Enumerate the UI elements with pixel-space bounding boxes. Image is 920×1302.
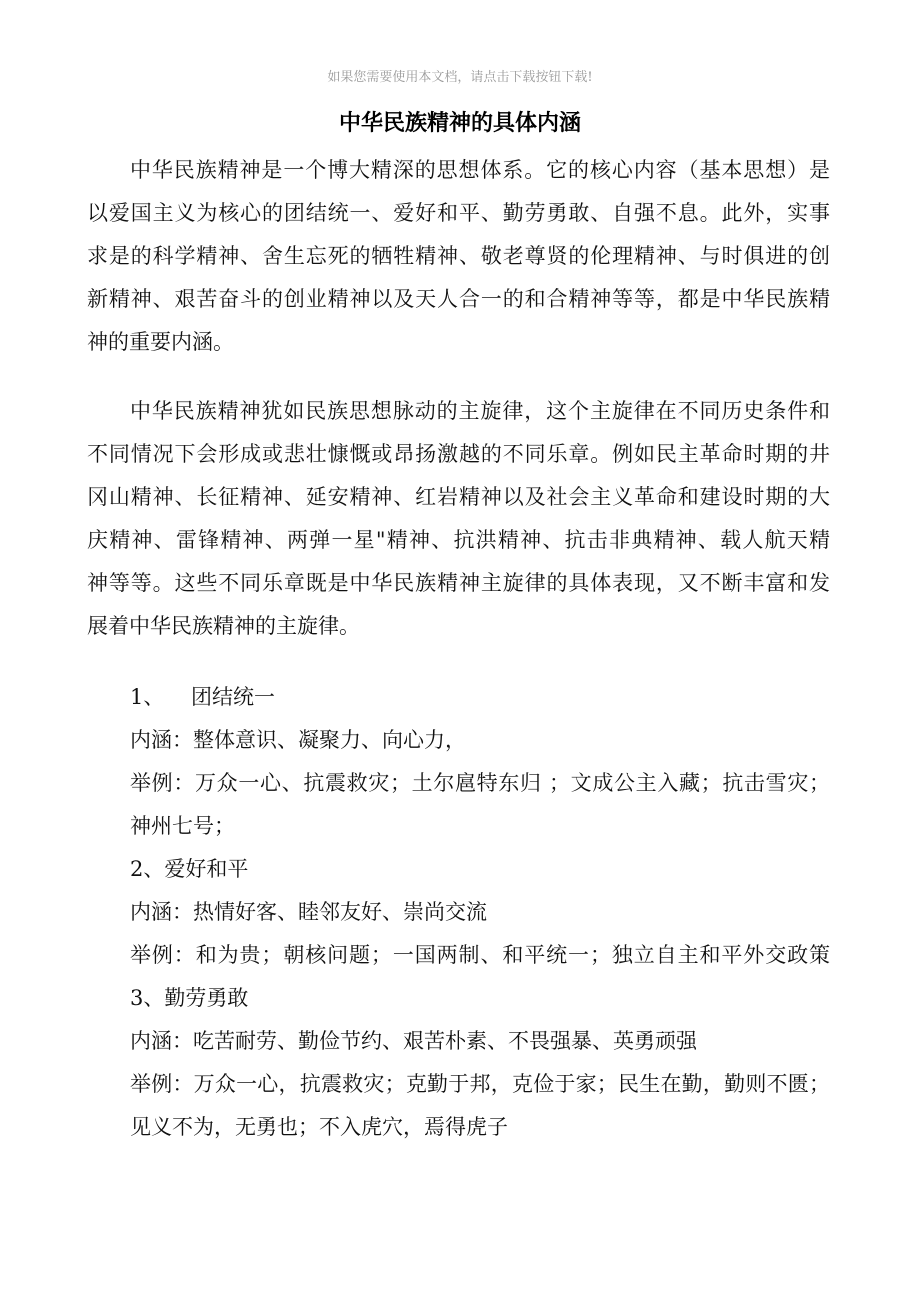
section-meaning: 内涵：热情好客、睦邻友好、崇尚交流 [130,900,487,924]
section-examples-cont: 见义不为，无勇也；不入虎穴，焉得虎子 [130,1115,508,1139]
section-heading-1: 1、 团结统一 [130,685,276,709]
paragraph-line: 庆精神、雷锋精神、两弹一星"精神、抗洪精神、抗击非典精神、载人航天精 [87,528,830,552]
section-examples: 举例：和为贵；朝核问题；一国两制、和平统一；独立自主和平外交政策 [130,943,830,967]
section-meaning: 内涵：吃苦耐劳、勤俭节约、艰苦朴素、不畏强暴、英勇顽强 [130,1029,697,1053]
section-heading-2: 2、爱好和平 [130,857,249,881]
paragraph-line: 中华民族精神犹如民族思想脉动的主旋律，这个主旋律在不同历史条件和 [130,399,830,423]
paragraph-line: 中华民族精神是一个博大精深的思想体系。它的核心内容（基本思想）是 [130,158,830,182]
section-examples: 举例：万众一心，抗震救灾；克勤于邦，克俭于家；民生在勤，勤则不匮； [130,1072,830,1096]
paragraph-line: 求是的科学精神、舍生忘死的牺牲精神、敬老尊贤的伦理精神、与时俱进的创 [87,244,830,268]
section-examples-cont: 神州七号； [130,814,235,838]
paragraph-line: 神等等。这些不同乐章既是中华民族精神主旋律的具体表现，又不断丰富和发 [87,571,830,595]
paragraph-line: 以爱国主义为核心的团结统一、爱好和平、勤劳勇敢、自强不息。此外，实事 [87,201,830,225]
paragraph-line: 不同情况下会形成或悲壮慷慨或昂扬激越的不同乐章。例如民主革命时期的井 [87,442,830,466]
download-notice: 如果您需要使用本文档，请点击下载按钮下载! [327,70,593,85]
section-heading-3: 3、勤劳勇敢 [130,986,249,1010]
paragraph-line: 新精神、艰苦奋斗的创业精神以及天人合一的和合精神等等，都是中华民族精 [87,287,830,311]
paragraph-line: 展着中华民族精神的主旋律。 [87,614,360,638]
section-meaning: 内涵：整体意识、凝聚力、向心力， [130,728,466,752]
paragraph-line: 神的重要内涵。 [87,330,234,354]
document-title: 中华民族精神的具体内涵 [338,111,581,136]
section-examples: 举例：万众一心、抗震救灾；土尔扈特东归 ；文成公主入藏；抗击雪灾； [130,771,830,795]
paragraph-line: 冈山精神、长征精神、延安精神、红岩精神以及社会主义革命和建设时期的大 [87,485,830,509]
